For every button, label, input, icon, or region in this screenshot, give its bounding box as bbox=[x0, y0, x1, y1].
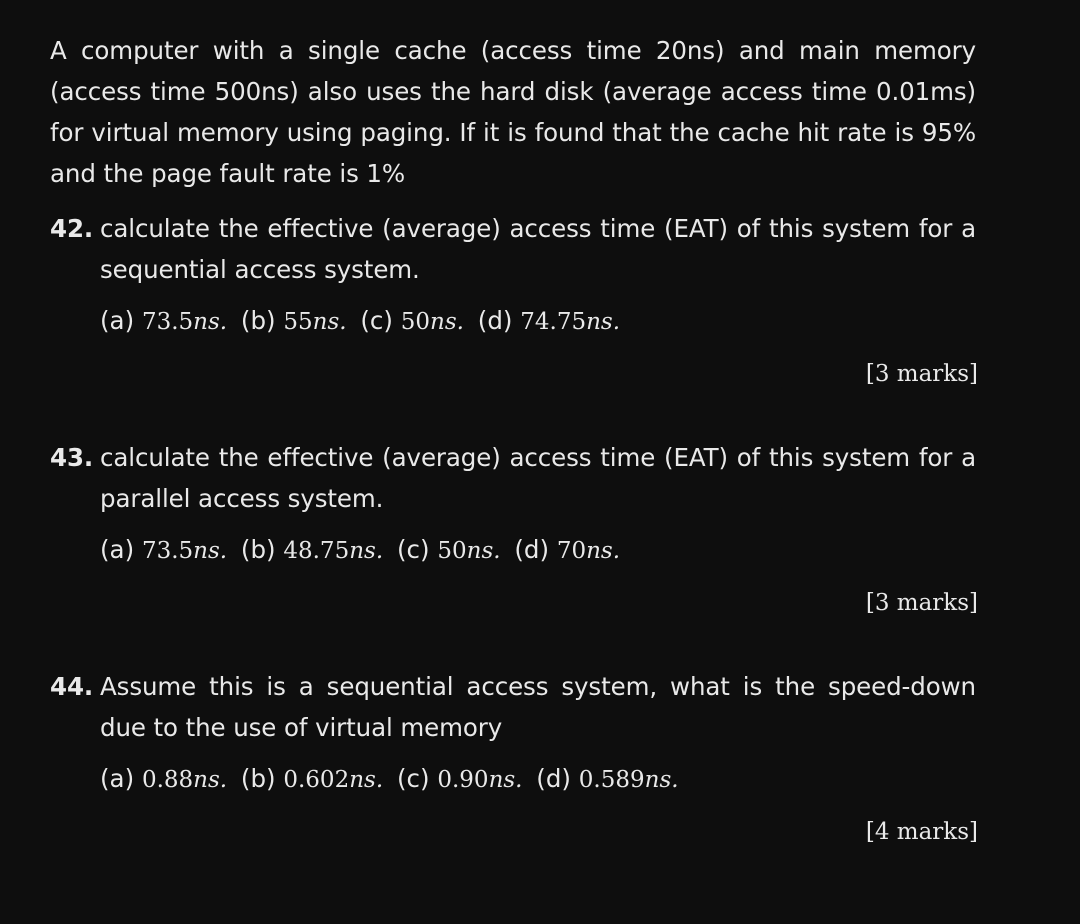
option-c: (c) 0.90ns. bbox=[396, 764, 523, 793]
question-number: 43. bbox=[50, 443, 94, 472]
question-number: 42. bbox=[50, 214, 94, 243]
option-b: (b) 0.602ns. bbox=[240, 764, 384, 793]
question-42 bbox=[50, 208, 976, 395]
answer-options bbox=[50, 300, 976, 343]
answer-options bbox=[50, 758, 976, 801]
option-d: (d) 70ns. bbox=[514, 535, 621, 564]
option-a: (a) 0.88ns. bbox=[100, 764, 228, 793]
option-a: (a) 73.5ns. bbox=[100, 535, 228, 564]
option-d: (d) 0.589ns. bbox=[536, 764, 679, 793]
question-43 bbox=[50, 437, 976, 624]
question-body: calculate the effective (average) access time (EAT) of this system for a parallel access system. bbox=[100, 443, 976, 513]
option-b: (b) 55ns. bbox=[240, 306, 347, 335]
marks-label: [4 marks] bbox=[865, 819, 978, 845]
option-c: (c) 50ns. bbox=[396, 535, 501, 564]
answer-options bbox=[50, 529, 976, 572]
question-body: Assume this is a sequential access system, what is the speed-down due to the use of virtual memory bbox=[100, 672, 976, 742]
option-d: (d) 74.75ns. bbox=[477, 306, 621, 335]
option-b: (b) 48.75ns. bbox=[240, 535, 384, 564]
question-text bbox=[50, 437, 976, 519]
question-text bbox=[50, 666, 976, 748]
marks-label: [3 marks] bbox=[865, 590, 978, 616]
marks-label: [3 marks] bbox=[865, 361, 978, 387]
option-c: (c) 50ns. bbox=[360, 306, 464, 335]
question-body: calculate the effective (average) access time (EAT) of this system for a sequential access system. bbox=[100, 214, 976, 284]
question-44 bbox=[50, 666, 976, 853]
question-number: 44. bbox=[50, 672, 94, 701]
intro-paragraph: A computer with a single cache (access time 20ns) and main memory (access time 500ns) also uses the hard disk (average access time 0.01ms) for virtual memory using paging. If it is found that the cache hit rate is 95% and the page fault rate is 1% bbox=[50, 36, 976, 188]
question-text bbox=[50, 208, 976, 290]
option-a: (a) 73.5ns. bbox=[100, 306, 228, 335]
